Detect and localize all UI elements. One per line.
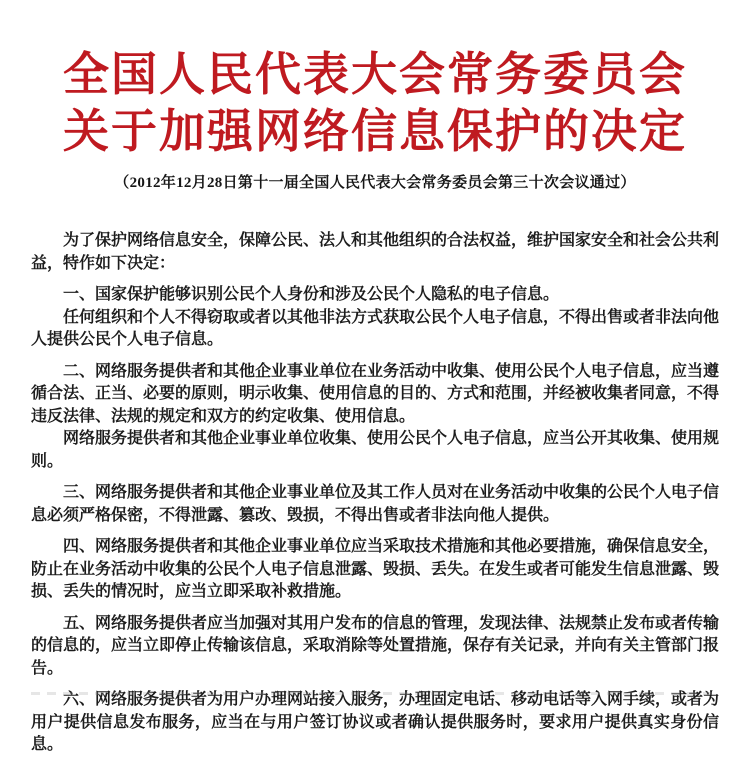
paragraph-item-2: 二、网络服务提供者和其他企业事业单位在业务活动中收集、使用公民个人电子信息，应当遵循合法、正当、必要的原则，明示收集、使用信息的目的、方式和范围，并经被收集者同意，不得违反法律、法规的规定和双方的约定收集、使用信息。	[31, 362, 720, 425]
paragraph-item-3: 三、网络服务提供者和其他企业事业单位及其工作人员对在业务活动中收集的公民个人电子信息必须严格保密，不得泄露、篡改、毁损，不得出售或者非法向他人提供。	[31, 484, 720, 524]
document-header	[0, 0, 750, 193]
paragraph-item-5: 五、网络服务提供者应当加强对其用户发布的信息的管理，发现法律、法规禁止发布或者传输的信息的，应当立即停止传输该信息，采取消除等处置措施，保存有关记录，并向有关主管部门报告。	[31, 614, 720, 677]
document-subtitle: （2012年12月28日第十一届全国人民代表大会常务委员会第三十次会议通过）	[114, 175, 636, 191]
clipped-next-line	[31, 692, 719, 695]
paragraph-item-4: 四、网络服务提供者和其他企业事业单位应当采取技术措施和其他必要措施，确保信息安全，防止在业务活动中收集的公民个人电子信息泄露、毁损、丢失。在发生或者可能发生信息泄露、毁损、丢失的情况时，应当立即采取补救措施。	[31, 538, 720, 600]
paragraph-item-6: 六、网络服务提供者为用户办理网站接入服务，办理固定电话、移动电话等入网手续，或者为用户提供信息发布服务，应当在与用户签订协议或者确认提供服务时，要求用户提供真实身份信息。	[31, 691, 720, 753]
title-line-2: 关于加强网络信息保护的决定	[63, 106, 687, 157]
document-title	[0, 46, 750, 160]
document-body	[0, 230, 750, 757]
paragraph-preamble: 为了保护网络信息安全，保障公民、法人和其他组织的合法权益，维护国家安全和社会公共利益，特作如下决定：	[31, 232, 720, 272]
title-line-1: 全国人民代表大会常务委员会	[63, 49, 687, 100]
paragraph-item-2-sub: 网络服务提供者和其他企业事业单位收集、使用公民个人电子信息，应当公开其收集、使用规则。	[31, 430, 720, 470]
paragraph-item-1: 一、国家保护能够识别公民个人身份和涉及公民个人隐私的电子信息。	[63, 286, 560, 303]
paragraph-item-1-sub: 任何组织和个人不得窃取或者以其他非法方式获取公民个人电子信息，不得出售或者非法向他人提供公民个人电子信息。	[31, 308, 720, 348]
